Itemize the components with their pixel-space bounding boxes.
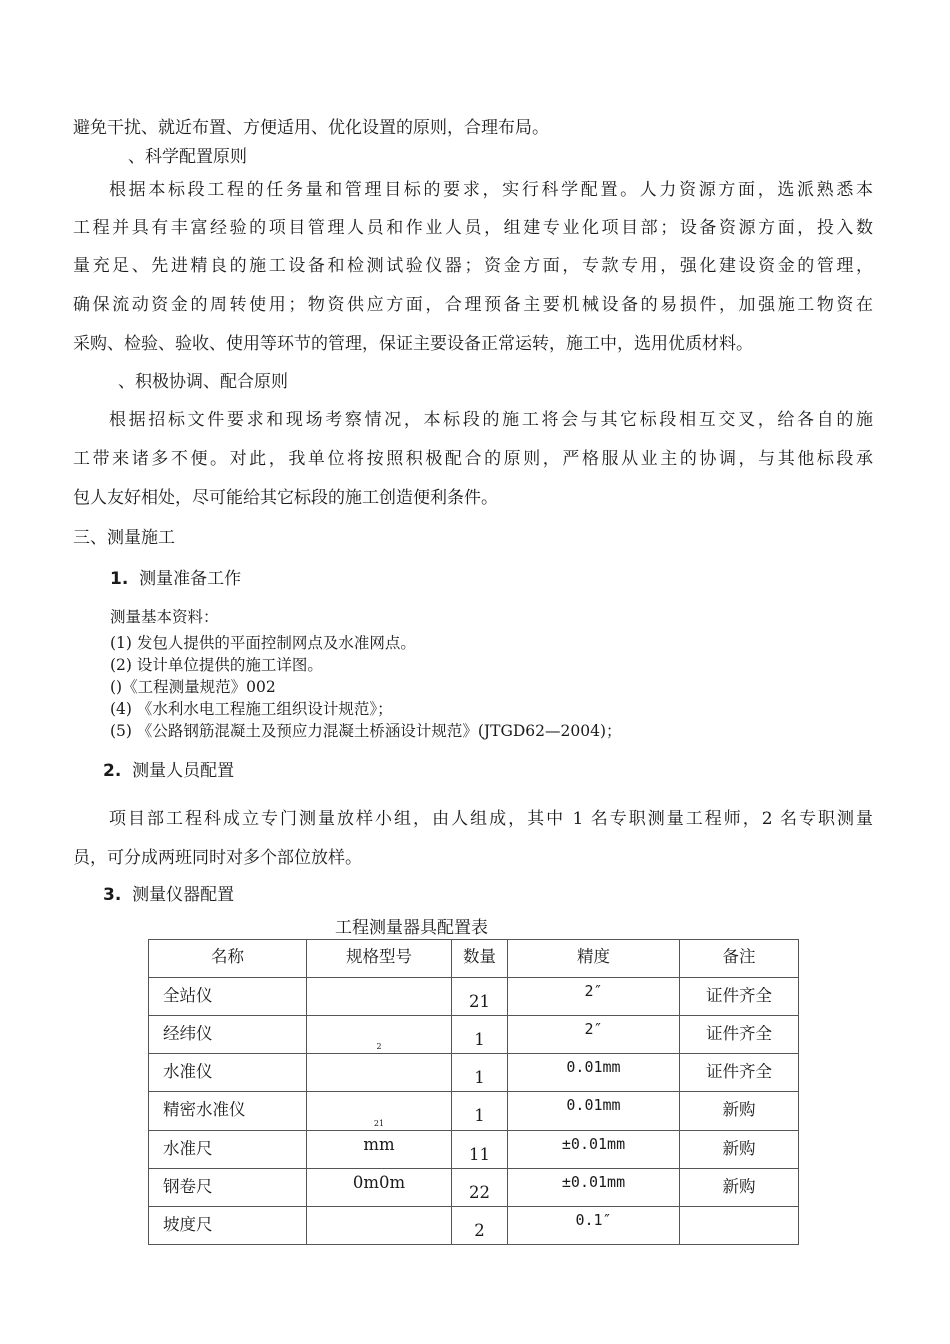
- cell-name: 精密水准仪: [149, 1092, 307, 1130]
- column-header: 规格型号: [307, 940, 452, 978]
- subsection-number: 1.: [110, 569, 129, 589]
- table-title: 工程测量器具配置表: [335, 918, 488, 938]
- paragraph-line: 工带来诸多不便。对此，我单位将按照积极配合的原则，严格服从业主的协调，与其他标段承: [73, 449, 873, 469]
- cell-spec-small: 2: [376, 1042, 382, 1052]
- subsection-number: 2.: [103, 761, 122, 781]
- paragraph-line: 量充足、先进精良的施工设备和检测试验仪器；资金方面，专款专用，强化建设资金的管理，: [73, 256, 873, 276]
- paragraph-line: 工程并具有丰富经验的项目管理人员和作业人员，组建专业化项目部；设备资源方面，投入数: [73, 218, 873, 238]
- subsection-title: 测量人员配置: [132, 761, 235, 781]
- cell-name: 坡度尺: [149, 1206, 307, 1244]
- cell-name: 钢卷尺: [149, 1168, 307, 1206]
- section-heading: 三、测量施工: [73, 528, 175, 548]
- paragraph-line: 采购、检验、验收、使用等环节的管理，保证主要设备正常运转，施工中，选用优质材料。: [73, 334, 753, 354]
- cell-note: 新购: [680, 1092, 799, 1130]
- cell-spec-text: mm: [363, 1134, 395, 1154]
- cell-precision: 0.01mm: [508, 1092, 680, 1130]
- cell-quantity: 22: [452, 1168, 508, 1206]
- column-header: 备注: [680, 940, 799, 978]
- list-item: (4) 《水利水电工程施工组织设计规范》；: [110, 700, 393, 718]
- column-header: 精度: [508, 940, 680, 978]
- table-row: [149, 1092, 799, 1130]
- cell-note: 证件齐全: [680, 1054, 799, 1092]
- cell-note: 新购: [680, 1168, 799, 1206]
- cell-spec: [307, 1092, 452, 1130]
- cell-name: 水准仪: [149, 1054, 307, 1092]
- list-item: (5) 《公路钢筋混凝土及预应力混凝土桥涵设计规范》(JTGD62—2004)；: [110, 722, 622, 740]
- cell-precision: ±0.01mm: [508, 1168, 680, 1206]
- cell-precision: 2″: [508, 1016, 680, 1054]
- paragraph-line: 根据招标文件要求和现场考察情况，本标段的施工将会与其它标段相互交叉，给各自的施: [109, 410, 873, 430]
- subsection-title: 测量仪器配置: [132, 885, 235, 905]
- cell-spec: [307, 1130, 452, 1168]
- cell-note: 证件齐全: [680, 1016, 799, 1054]
- column-header: 名称: [149, 940, 307, 978]
- table-header-row: [149, 940, 799, 978]
- cell-spec-small: 21: [373, 1118, 385, 1128]
- cell-note: [680, 1206, 799, 1244]
- cell-spec: [307, 1168, 452, 1206]
- table-row: [149, 1016, 799, 1054]
- cell-quantity: 1: [452, 1092, 508, 1130]
- subsection-number: 3.: [103, 885, 122, 905]
- list-item: (2) 设计单位提供的施工详图。: [110, 656, 323, 674]
- table-row: [149, 1168, 799, 1206]
- subsection-title: 测量准备工作: [139, 569, 242, 589]
- paragraph-line: 根据本标段工程的任务量和管理目标的要求，实行科学配置。人力资源方面，选派熟悉本: [109, 180, 873, 200]
- subheading-coordination: 、积极协调、配合原则: [118, 372, 288, 392]
- cell-quantity: 21: [452, 978, 508, 1016]
- paragraph-line: 避免干扰、就近布置、方便适用、优化设置的原则，合理布局。: [73, 118, 549, 138]
- paragraph-line: 确保流动资金的周转使用；物资供应方面，合理预备主要机械设备的易损件，加强施工物资在: [73, 295, 873, 315]
- cell-spec: [307, 1206, 452, 1244]
- column-header: 数量: [452, 940, 508, 978]
- paragraph-line: 项目部工程科成立专门测量放样小组，由人组成，其中 1 名专职测量工程师，2 名专职测量: [109, 809, 873, 829]
- cell-name: 全站仪: [149, 978, 307, 1016]
- subsection-heading-1: [110, 568, 241, 590]
- subsection-heading-3: [103, 884, 234, 906]
- cell-precision: 2″: [508, 978, 680, 1016]
- cell-quantity: 1: [452, 1054, 508, 1092]
- cell-precision: ±0.01mm: [508, 1130, 680, 1168]
- paragraph-line: 员，可分成两班同时对多个部位放样。: [73, 848, 362, 868]
- cell-quantity: 11: [452, 1130, 508, 1168]
- cell-spec: [307, 1054, 452, 1092]
- table-row: [149, 1206, 799, 1244]
- cell-note: 证件齐全: [680, 978, 799, 1016]
- table-row: [149, 1130, 799, 1168]
- cell-spec: [307, 1016, 452, 1054]
- subsection-heading-2: [103, 760, 234, 782]
- paragraph-line: 包人友好相处，尽可能给其它标段的施工创造便利条件。: [73, 488, 498, 508]
- instrument-table: [148, 939, 799, 1245]
- list-item: ()《工程测量规范》002: [110, 678, 276, 696]
- list-item: (1) 发包人提供的平面控制网点及水准网点。: [110, 634, 416, 652]
- cell-spec: [307, 978, 452, 1016]
- table-row: [149, 1054, 799, 1092]
- table-row: [149, 978, 799, 1016]
- cell-quantity: 1: [452, 1016, 508, 1054]
- cell-name: 经纬仪: [149, 1016, 307, 1054]
- cell-name: 水准尺: [149, 1130, 307, 1168]
- cell-note: 新购: [680, 1130, 799, 1168]
- cell-spec-text: 0m0m: [352, 1172, 406, 1192]
- subheading-scientific-config: 、科学配置原则: [128, 147, 247, 167]
- cell-quantity: 2: [452, 1206, 508, 1244]
- list-heading: 测量基本资料：: [110, 608, 219, 626]
- cell-precision: 0.1″: [508, 1206, 680, 1244]
- cell-precision: 0.01mm: [508, 1054, 680, 1092]
